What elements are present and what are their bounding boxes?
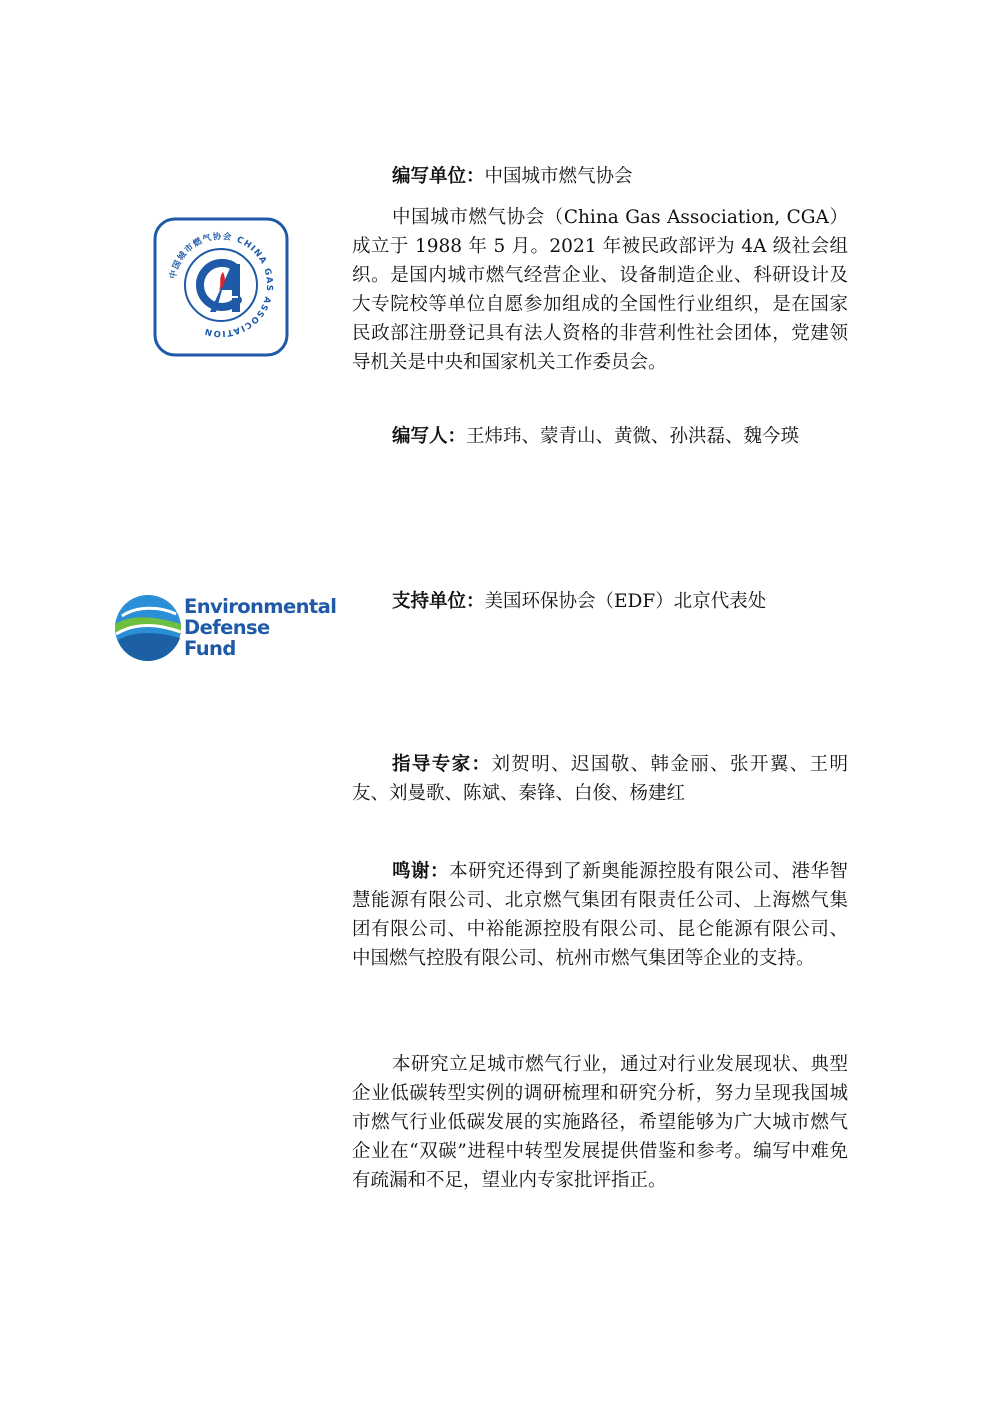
edf-word-line2: Defense — [184, 616, 270, 639]
authors-label: 编写人： — [392, 426, 467, 447]
support-unit-line — [352, 587, 848, 616]
edf-logo — [114, 594, 338, 662]
experts-paragraph — [352, 750, 848, 808]
cga-logo — [152, 216, 290, 358]
thanks-value: 本研究还得到了新奥能源控股有限公司、港华智慧能源有限公司、北京燃气集团有限责任公司、上海燃气集团有限公司、中裕能源控股有限公司、昆仑能源有限公司、中国燃气控股有限公司、杭州市燃气集团等企业的支持。 — [352, 861, 848, 969]
authors-line — [352, 422, 848, 451]
edf-emblem-icon — [114, 594, 182, 662]
support-unit-label: 支持单位： — [392, 591, 485, 612]
thanks-label: 鸣谢： — [392, 861, 450, 882]
summary-paragraph: 本研究立足城市燃气行业，通过对行业发展现状、典型企业低碳转型实例的调研梳理和研究分析，努力呈现我国城市燃气行业低碳发展的实施路径，希望能够为广大城市燃气企业在“双碳”进程中转型发展提供借鉴和参考。编写中难免有疏漏和不足，望业内专家批评指正。 — [352, 1054, 848, 1191]
support-unit-value: 美国环保协会（EDF）北京代表处 — [484, 591, 767, 612]
edf-word-line3: Fund — [184, 637, 236, 660]
experts-label: 指导专家： — [392, 754, 492, 775]
thanks-paragraph — [352, 857, 848, 973]
writing-unit-label: 编写单位： — [392, 166, 485, 187]
writing-unit-line — [352, 162, 848, 191]
authors-value: 王炜玮、蒙青山、黄微、孙洪磊、魏今瑛 — [466, 426, 800, 447]
writing-unit-value: 中国城市燃气协会 — [484, 166, 633, 187]
edf-word-line1: Environmental — [184, 595, 337, 618]
experts-value: 刘贺明、迟国敬、韩金丽、张开翼、王明友、刘曼歌、陈斌、秦锋、白俊、杨建红 — [352, 754, 848, 804]
svg-text:中国城市燃气协会 CHINA GAS ASSOCIATION: 中国城市燃气协会 CHINA GAS ASSOCIATION — [168, 231, 275, 339]
cga-description: 中国城市燃气协会（China Gas Association, CGA）成立于 1988 年 5 月。2021 年被民政部评为 4A 级社会组织。是国内城市燃气经营企业、设备制造企业、科研设计及大专院校等单位自愿参加组成的全国性行业组织，是在国家民政部注册登记具有法人资格的非营利性社会团体，党建领导机关是中央和国家机关工作委员会。 — [352, 207, 848, 373]
